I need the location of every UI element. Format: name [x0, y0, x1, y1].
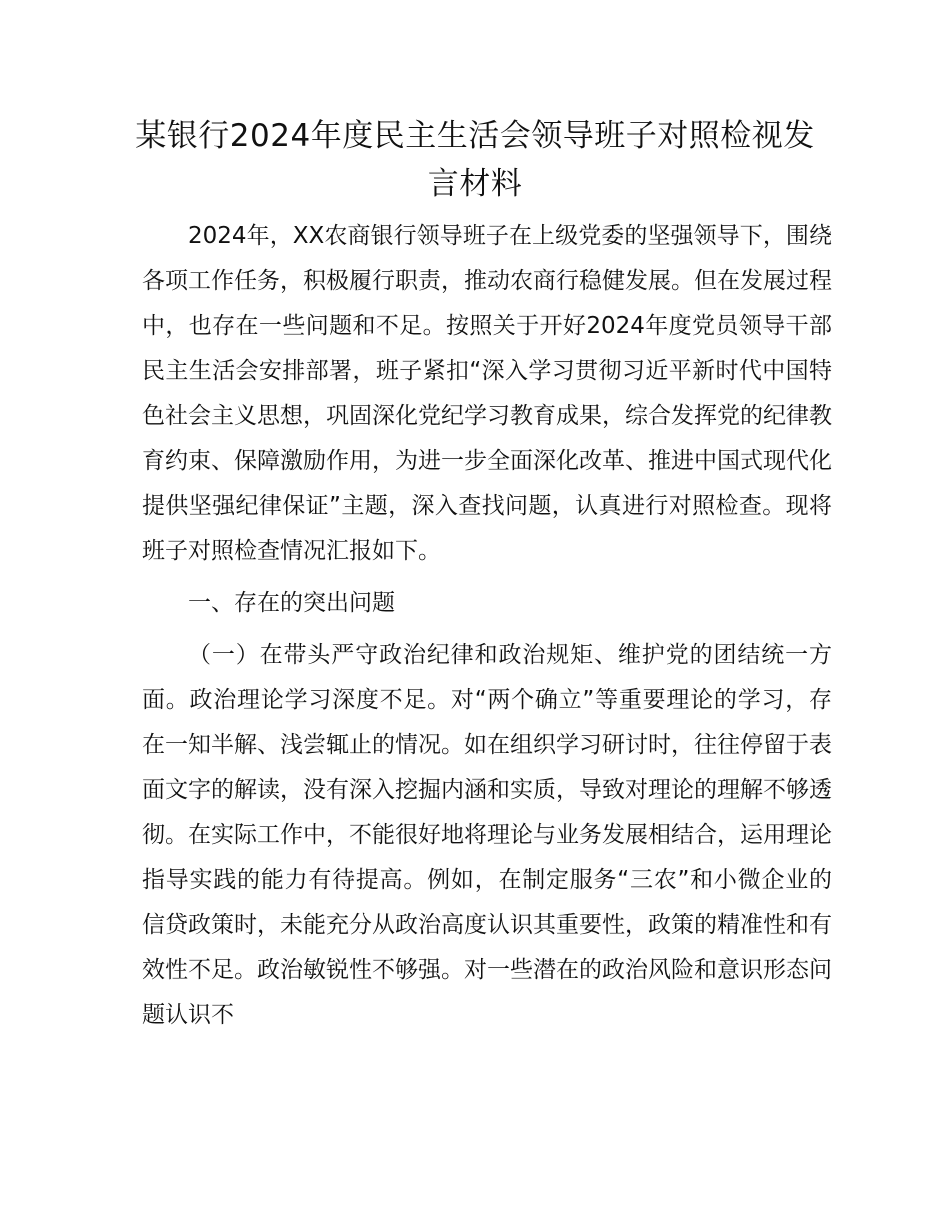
subsection-paragraph: （一）在带头严守政治纪律和政治规矩、维护党的团结统一方面。政治理论学习深度不足。对“两个确立”等重要理论的学习，存在一知半解、浅尝辄止的情况。如在组织学习研讨时，往往停留于表面文字的解读，没有深入挖掘内涵和实质，导致对理论的理解不够透彻。在实际工作中，不能很好地将理论与业务发展相结合，运用理论指导实践的能力有待提高。例如，在制定服务“三农”和小微企业的信贷政策时，未能充分从政治高度认识其重要性，政策的精准性和有效性不足。政治敏锐性不够强。对一些潜在的政治风险和意识形态问题认识不 — [142, 642, 832, 1028]
section-heading: 一、存在的突出问题 — [188, 590, 395, 616]
document-title: 某银行2024年度民主生活会领导班子对照检视发言材料 — [135, 118, 815, 202]
document-body — [142, 214, 832, 1038]
intro-paragraph: 2024年，XX农商银行领导班子在上级党委的坚强领导下，围绕各项工作任务，积极履行职责，推动农商行稳健发展。但在发展过程中，也存在一些问题和不足。按照关于开好2024年度党员领导干部民主生活会安排部署，班子紧扣“深入学习贯彻习近平新时代中国特色社会主义思想，巩固深化党纪学习教育成果，综合发挥党的纪律教育约束、保障激励作用，为进一步全面深化改革、推进中国式现代化提供坚强纪律保证”主题，深入查找问题，认真进行对照检查。现将班子对照检查情况汇报如下。 — [142, 223, 832, 564]
